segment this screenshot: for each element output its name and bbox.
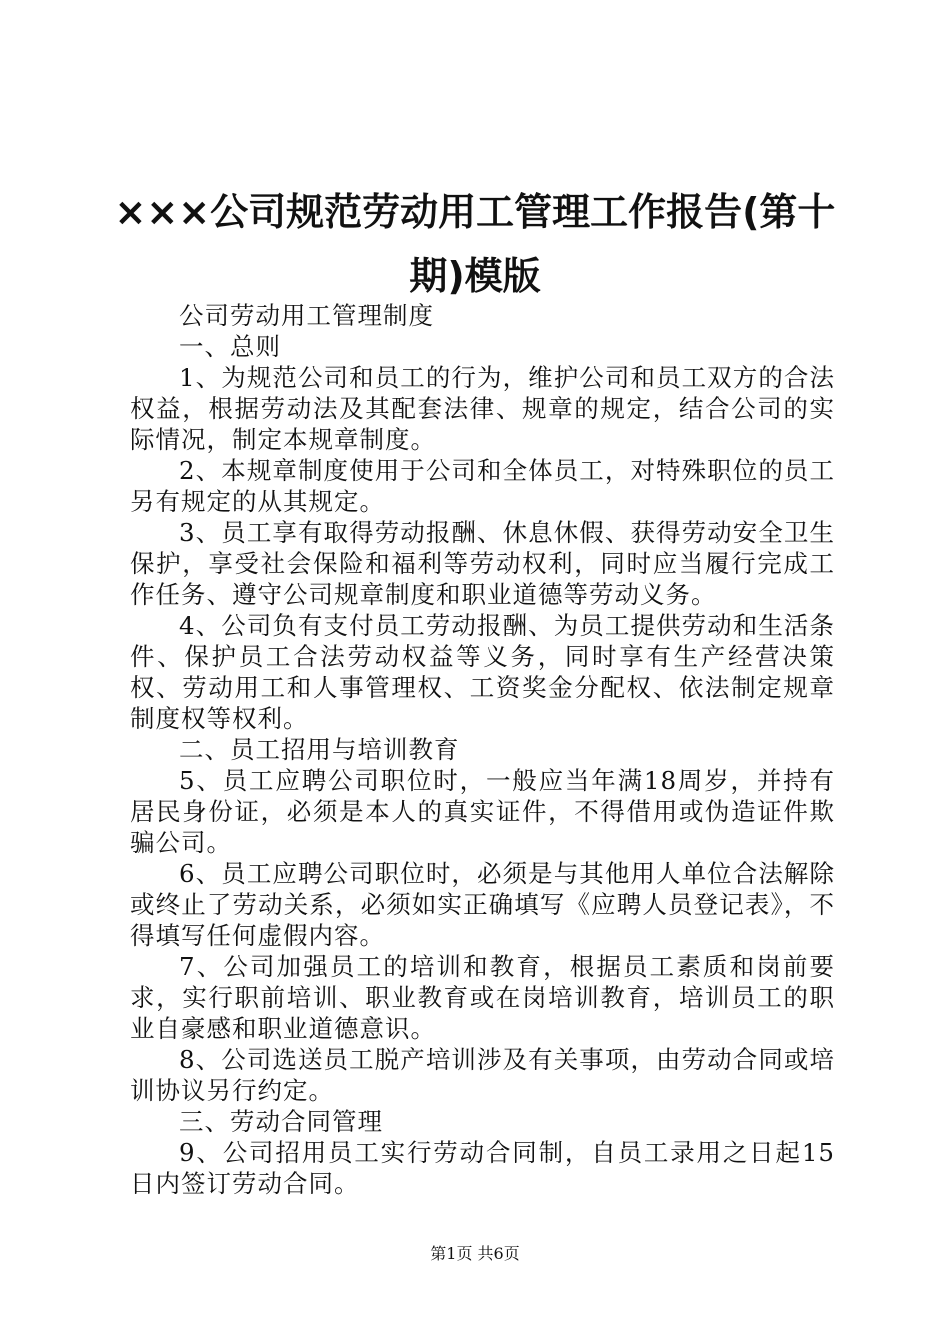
paragraph: 4、公司负有支付员工劳动报酬、为员工提供劳动和生活条件、保护员工合法劳动权益等义务，同时享有生产经营决策权、劳动用工和人事管理权、工资奖金分配权、依法制定规章制度权等权利。 — [130, 611, 835, 733]
paragraph: 3、员工享有取得劳动报酬、休息休假、获得劳动安全卫生保护，享受社会保险和福利等劳动权利，同时应当履行完成工作任务、遵守公司规章制度和职业道德等劳动义务。 — [130, 518, 835, 609]
paragraph: 2、本规章制度使用于公司和全体员工，对特殊职位的员工另有规定的从其规定。 — [130, 456, 835, 516]
paragraph: 6、员工应聘公司职位时，必须是与其他用人单位合法解除或终止了劳动关系，必须如实正确填写《应聘人员登记表》，不得填写任何虚假内容。 — [130, 859, 835, 950]
section-heading: 三、劳动合同管理 — [179, 1107, 383, 1136]
document-body — [130, 300, 835, 1199]
paragraph: 公司劳动用工管理制度 — [179, 301, 434, 330]
section-heading: 二、员工招用与培训教育 — [179, 735, 460, 764]
paragraph: 1、为规范公司和员工的行为，维护公司和员工双方的合法权益，根据劳动法及其配套法律、规章的规定，结合公司的实际情况，制定本规章制度。 — [130, 363, 835, 454]
page-footer: 第1页 共6页 — [430, 1244, 520, 1263]
paragraph: 7、公司加强员工的培训和教育，根据员工素质和岗前要求，实行职前培训、职业教育或在岗培训教育，培训员工的职业自豪感和职业道德意识。 — [130, 952, 835, 1043]
paragraph: 8、公司选送员工脱产培训涉及有关事项，由劳动合同或培训协议另行约定。 — [130, 1045, 835, 1105]
paragraph: 5、员工应聘公司职位时，一般应当年满18周岁，并持有居民身份证，必须是本人的真实证件，不得借用或伪造证件欺骗公司。 — [130, 766, 835, 857]
paragraph: 9、公司招用员工实行劳动合同制，自员工录用之日起15日内签订劳动合同。 — [130, 1138, 835, 1198]
document-title: ×××公司规范劳动用工管理工作报告(第十期)模版 — [114, 190, 836, 298]
section-heading: 一、总则 — [179, 332, 281, 361]
